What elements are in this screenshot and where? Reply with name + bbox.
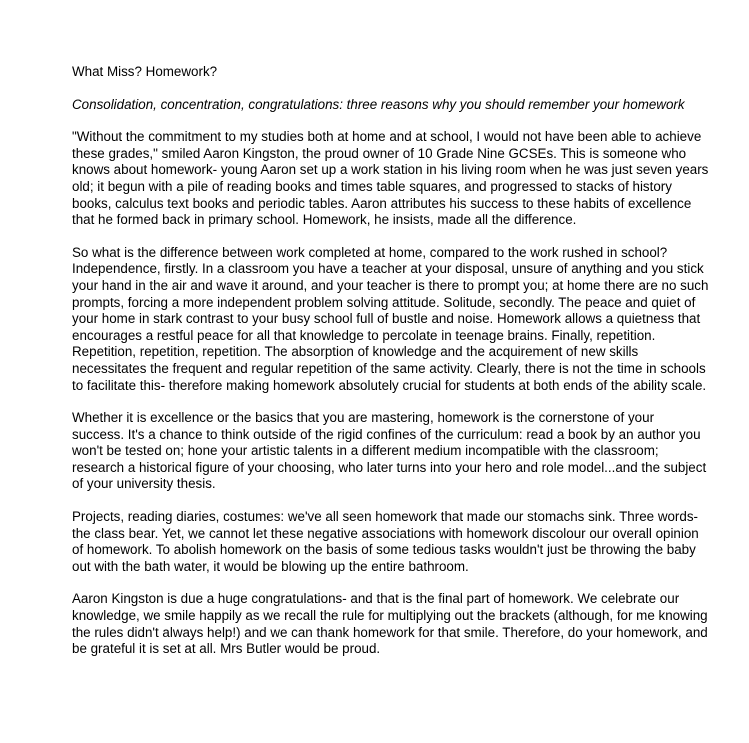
article-title: What Miss? Homework? bbox=[72, 64, 218, 79]
paragraph-3: Whether it is excellence or the basics that you are mastering, homework is the cornerstone of your success. It's a chance to think outside of the rigid confines of the curriculum: read a book by an author you won't be tested on; hone your artistic talents in a different medium incompatible with the classroom; research a historical figure of your choosing, who later turns into your hero and role model...and the subject of your university thesis. bbox=[72, 410, 707, 492]
paragraph-4: Projects, reading diaries, costumes: we've all seen homework that made our stomachs sink. Three words- the class bear. Yet, we cannot let these negative associations with homework discolour our overall opinion of homework. To abolish homework on the basis of some tedious tasks wouldn't just be throwing the baby out with the bath water, it would be blowing up the entire bathroom. bbox=[72, 509, 699, 574]
paragraph-2: So what is the difference between work completed at home, compared to the work rushed in school? Independence, firstly. In a classroom you have a teacher at your disposal, unsure of anything and you stick your hand in the air and wave it around, and your teacher is there to prompt you; at home there are no such prompts, forcing a more independent problem solving attitude. Solitude, secondly. The peace and quiet of your home in stark contrast to your busy school full of bustle and noise. Homework allows a quietness that encourages a restful peace for all that knowledge to percolate in teenage brains. Finally, repetition. Repetition, repetition, repetition. The absorption of knowledge and the acquirement of new skills necessitates the frequent and regular repetition of the same activity. Clearly, there is not the time in schools to facilitate this- therefore making homework absolutely crucial for students at both ends of the ability scale. bbox=[72, 244, 709, 393]
paragraph-5: Aaron Kingston is due a huge congratulations- and that is the final part of homework. We celebrate our knowledge, we smile happily as we recall the rule for multiplying out the brackets (although, for me knowing the rules didn't always help!) and we can thank homework for that smile. Therefore, do your homework, and be grateful it is set at all. Mrs Butler would be proud. bbox=[72, 591, 708, 657]
paragraph-1: "Without the commitment to my studies both at home and at school, I would not have been able to achieve these grades," smiled Aaron Kingston, the proud owner of 10 Grade Nine GCSEs. This is someone who knows about homework- young Aaron set up a work station in his living room when he was just seven years old; it begun with a pile of reading books and times table squares, and progressed to stacks of history books, calculus text books and periodic tables. Aaron attributes his success to these habits of excellence that he formed back in primary school. Homework, he insists, made all the difference. bbox=[72, 129, 709, 228]
article-subtitle: Consolidation, concentration, congratulations: three reasons why you should remember your homework bbox=[72, 96, 685, 112]
